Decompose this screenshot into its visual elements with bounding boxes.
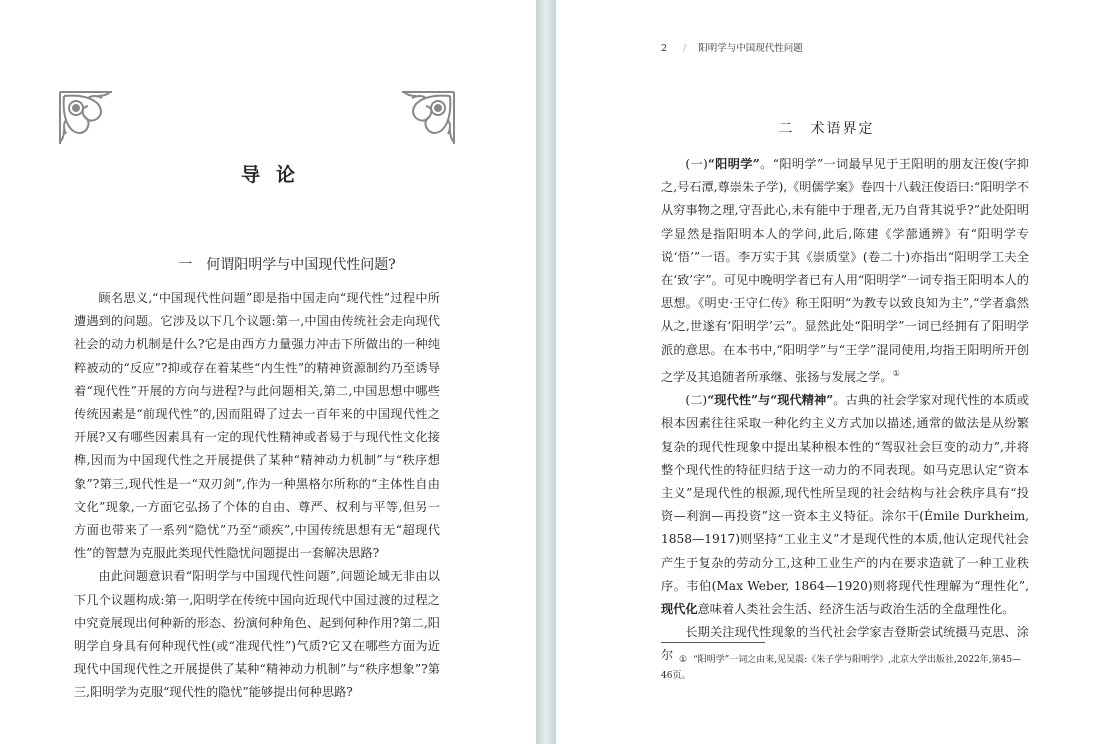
page-gutter [536,0,556,744]
footnote-mark: ① [679,655,688,665]
term: 现代化 [661,601,698,616]
left-page [0,0,536,744]
paragraph-text: 意味着人类社会生活、经济生活与政治生活的全盘理性化。 [697,601,1015,616]
chapter-title: 导论 [240,164,311,186]
corner-ornament-icon [400,90,456,146]
term: “现代性”与“现代精神” [707,393,834,408]
footnote-text: “阳明学”一词之由来,见吴震:《朱子学与阳明学》,北京大学出版社,2022年,第45—46页。 [661,655,1022,681]
body-text [74,287,440,705]
paragraph [661,389,1029,621]
term: “阳明学” [707,157,760,171]
running-head [661,40,803,54]
page-number: 2 [661,43,668,54]
corner-ornament-icon [58,90,114,146]
paragraph-text: 。古典的社会学家对现代性的本质或根本因素往往采取一种化约主义方式加以描述,通常的做法是从纷繁复杂的现代性现象中提出某种根本性的“驾驭社会巨变的动力”,并将整个现代性的特征归结于这一动力的不同表现。如马克思认定“资本主义”是现代性的根源,现代性所呈现的社会结构与社会秩序具有“投资—利润—再投资”这一资本主义特征。涂尔干(Émile Durkheim, 1858—1917)则坚持“工业主义”才是现代性的本质,他认定现代社会产生于复杂的劳动分工,这种工业生产的内在要求造就了一种工业秩序。韦伯(Max Weber, 1864—1920)则将现代性理解为“理性化”, [661,393,1029,593]
footnote-divider [661,642,765,643]
paragraph: 顾名思义,“中国现代性问题”即是指中国走向“现代性”过程中所遭遇到的问题。它涉及以下几个议题:第一,中国由传统社会走向现代社会的动力机制是什么?它是由西方力量强力冲击下所做出的一种纯粹被动的“反应”?抑或存在着某些“内生性”的精神资源制约乃至诱导着“现代性”开展的方向与进程?与此问题相关,第二,中国思想中哪些传统因素是“前现代性”的,因而阻碍了过去一百年来的中国现代性之开展?又有哪些因素具有一定的现代性精神或者易于与现代性文化接榫,因而为中国现代性之开展提供了某种“精神动力机制”与“秩序想象”?第三,现代性是一“双刃剑”,作为一种黑格尔所称的“主体性自由文化”现象,一方面它弘扬了个体的自由、尊严、权利与平等,但另一方面也带来了一系列“隐忧”乃至“顽疾”,中国传统思想有无“超现代性”的智慧为克服此类现代性隐忧问题提出一套解决思路? [74,291,440,561]
paragraph: 由此问题意识看“阳明学与中国现代性问题”,问题论域无非由以下几个议题构成:第一,阳明学在传统中国向近现代中国过渡的过程之中究竟展现出何种新的形态、扮演何种角色、起到何种作用?第二,阳明学自身具有何种现代性(或“准现代性”)气质?它又在哪些方面为近现代中国现代性之开展提供了某种“精神动力机制”与“秩序想象”?第三,阳明学为克服“现代性的隐忧”能够提出何种思路? [74,569,440,700]
paragraph: 长期关注现代性现象的当代社会学家吉登斯尝试统摄马克思、涂尔 [661,625,1029,663]
running-title: 阳明学与中国现代性问题 [698,43,803,54]
section-heading: 一 何谓阳明学与中国现代性问题? [178,257,396,273]
item-number: (二) [685,393,708,408]
section-heading: 二 术语界定 [778,121,875,137]
footnote [661,652,1029,684]
item-number: (一) [685,157,708,171]
slash-divider: / [683,43,687,54]
paragraph [661,153,1029,389]
body-text [661,153,1029,668]
paragraph-text: 。“阳明学”一词最早见于王阳明的朋友汪俊(字抑之,号石潭,尊崇朱子学),《明儒学案》卷四十八载汪俊语曰:“阳明学不从穷事物之理,守吾此心,未有能中于理者,无乃自背其说乎?”此处阳明学显然是指阳明本人的学问,此后,陈建《学蔀通辨》有“阳明学专说‘悟’”一语。李万实于其《崇质堂》(卷二十)亦指出“阳明学工夫全在‘致’字”。可见中晚明学者已有人用“阳明学”一词专指王阳明本人的思想。《明史·王守仁传》称王阳明“为教专以致良知为主”,“学者翕然从之,世遂有‘阳明学’云”。显然此处“阳明学”一词已经拥有了阳明学派的意思。在本书中,“阳明学”与“王学”混同使用,均指王阳明所开创之学及其追随者所承继、张扬与发展之学。 [661,157,1029,384]
footnote-reference[interactable]: ① [892,368,900,378]
